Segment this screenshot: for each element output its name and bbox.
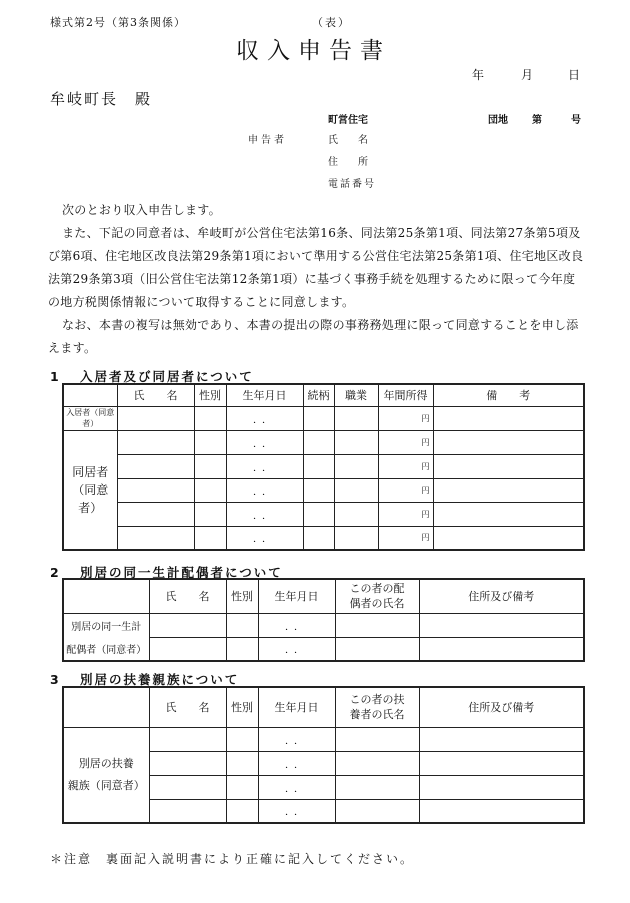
relation-cell[interactable] xyxy=(303,454,334,478)
row-label-spouse-a: 別居の同一生計 xyxy=(63,613,149,637)
address-remarks-cell[interactable] xyxy=(419,637,584,661)
name-cell[interactable] xyxy=(117,406,194,430)
birthdate-cell[interactable]: ．． xyxy=(226,526,303,550)
income-cell[interactable]: 円 xyxy=(378,406,433,430)
date-month-label: 月 xyxy=(521,68,534,82)
section2-title: 別居の同一生計配偶者について xyxy=(80,565,283,580)
col-header-name: 氏 名 xyxy=(149,579,226,613)
col-header-spouse-name-line2: 偶者の氏名 xyxy=(349,597,405,611)
birthdate-cell[interactable]: ．． xyxy=(226,406,303,430)
consent-paragraph: また、下記の同意者は、牟岐町が公営住宅法第16条、同法第25条第1項、同法第27条第5項及び第6項、住宅地区改良法第29条第1項において準用する公営住宅法第25条第1項、住宅地区改良法第29条第3項（旧公営住宅法第12条第1項）に基づく事務手続を処理するために限って今年度の地方税関係情報について取得することに同意します。 xyxy=(48,226,584,309)
row-label-resident: 入居者（同意者） xyxy=(63,406,117,430)
sex-cell[interactable] xyxy=(194,430,226,454)
income-cell[interactable]: 円 xyxy=(378,478,433,502)
section2-number: 2 xyxy=(50,565,61,580)
copy-notice-paragraph: なお、本書の複写は無効であり、本書の提出の際の事務務処理に限って同意することを申し添えます。 xyxy=(48,318,579,355)
table-row xyxy=(63,502,584,526)
birthdate-cell[interactable]: ．． xyxy=(258,799,335,823)
spouse-name-cell[interactable] xyxy=(335,613,419,637)
address-remarks-cell[interactable] xyxy=(419,799,584,823)
birthdate-cell[interactable]: ．． xyxy=(226,478,303,502)
relation-cell[interactable] xyxy=(303,430,334,454)
date-day-label: 日 xyxy=(568,68,581,82)
table-row xyxy=(63,406,584,430)
relation-cell[interactable] xyxy=(303,502,334,526)
table-corner-cell xyxy=(63,579,149,613)
table-header-row xyxy=(63,384,584,406)
remarks-cell[interactable] xyxy=(433,430,584,454)
address-remarks-cell[interactable] xyxy=(419,613,584,637)
applicant-phone-label: 電話番号 xyxy=(328,179,376,190)
cohabitant-label: 同居者 xyxy=(72,464,109,479)
col-header-occupation: 職業 xyxy=(334,384,378,406)
page-title: 収入申告書 xyxy=(236,38,391,64)
birthdate-cell[interactable]: ．． xyxy=(258,751,335,775)
col-header-name: 氏 名 xyxy=(117,384,194,406)
remarks-cell[interactable] xyxy=(433,526,584,550)
row-label-dependents xyxy=(63,727,149,823)
row-label-cohabitant xyxy=(63,430,117,550)
col-header-address-remarks: 住所及び備考 xyxy=(419,687,584,727)
dependents-table xyxy=(62,686,585,824)
occupation-cell[interactable] xyxy=(334,526,378,550)
col-header-remarks: 備 考 xyxy=(433,384,584,406)
income-cell[interactable]: 円 xyxy=(378,502,433,526)
applicant-name-label: 氏 名 xyxy=(328,135,368,146)
form-number: 様式第2号（第3条関係） xyxy=(50,16,186,29)
remarks-cell[interactable] xyxy=(433,454,584,478)
name-cell[interactable] xyxy=(117,430,194,454)
birthdate-cell[interactable]: ．． xyxy=(258,613,335,637)
section3-title: 別居の扶養親族について xyxy=(80,672,240,687)
sex-cell[interactable] xyxy=(226,751,258,775)
declaration-paragraph: 次のとおり収入申告します。 xyxy=(62,203,221,217)
row-label-spouse-b: 配偶者（同意者） xyxy=(63,637,149,661)
col-header-address-remarks: 住所及び備考 xyxy=(419,579,584,613)
name-cell[interactable] xyxy=(117,454,194,478)
birthdate-cell[interactable]: ．． xyxy=(258,727,335,751)
dai-label: 第 xyxy=(532,115,542,126)
col-header-spouse-name-line1: この者の配 xyxy=(349,582,405,596)
occupation-cell[interactable] xyxy=(334,406,378,430)
sex-cell[interactable] xyxy=(226,799,258,823)
birthdate-cell[interactable]: ．． xyxy=(258,775,335,799)
income-cell[interactable]: 円 xyxy=(378,430,433,454)
sex-cell[interactable] xyxy=(226,775,258,799)
address-remarks-cell[interactable] xyxy=(419,751,584,775)
dependents-label-line1: 別居の扶養 xyxy=(78,756,134,770)
section1-number: 1 xyxy=(50,369,61,384)
table-row xyxy=(63,430,584,454)
col-header-supporter-name-line1: この者の扶 xyxy=(349,693,405,707)
col-header-birthdate: 生年月日 xyxy=(226,384,303,406)
table-row xyxy=(63,637,584,661)
relation-cell[interactable] xyxy=(303,478,334,502)
supporter-name-cell[interactable] xyxy=(335,727,419,751)
addressee: 牟岐町長 殿 xyxy=(50,90,153,108)
remarks-cell[interactable] xyxy=(433,406,584,430)
table-row xyxy=(63,727,584,751)
sex-cell[interactable] xyxy=(194,526,226,550)
applicant-label: 申告者 xyxy=(248,135,287,146)
name-cell[interactable] xyxy=(149,799,226,823)
sex-cell[interactable] xyxy=(194,454,226,478)
occupation-cell[interactable] xyxy=(334,478,378,502)
birthdate-cell[interactable]: ．． xyxy=(226,430,303,454)
address-remarks-cell[interactable] xyxy=(419,727,584,751)
col-header-spouse-name xyxy=(335,579,419,613)
sex-cell[interactable] xyxy=(226,727,258,751)
section3-number: 3 xyxy=(50,672,61,687)
cohabitant-consent-label: （同意者） xyxy=(72,482,109,515)
danchi-label: 団地 xyxy=(488,115,508,126)
remarks-cell[interactable] xyxy=(433,502,584,526)
housing-label: 町営住宅 xyxy=(328,115,368,126)
col-header-sex: 性別 xyxy=(194,384,226,406)
supporter-name-cell[interactable] xyxy=(335,775,419,799)
sex-cell[interactable] xyxy=(226,613,258,637)
occupation-cell[interactable] xyxy=(334,430,378,454)
name-cell[interactable] xyxy=(149,727,226,751)
front-side-label: （表） xyxy=(312,16,351,29)
birthdate-cell[interactable]: ．． xyxy=(226,502,303,526)
occupation-cell[interactable] xyxy=(334,454,378,478)
occupation-cell[interactable] xyxy=(334,502,378,526)
table-corner-cell xyxy=(63,384,117,406)
income-cell[interactable]: 円 xyxy=(378,454,433,478)
name-cell[interactable] xyxy=(117,478,194,502)
table-header-row xyxy=(63,687,584,727)
date-year-label: 年 xyxy=(472,68,485,82)
sex-cell[interactable] xyxy=(194,406,226,430)
name-cell[interactable] xyxy=(117,526,194,550)
table-row xyxy=(63,478,584,502)
birthdate-cell[interactable]: ．． xyxy=(258,637,335,661)
relation-cell[interactable] xyxy=(303,526,334,550)
section1-title: 入居者及び同居者について xyxy=(80,369,254,384)
col-header-supporter-name xyxy=(335,687,419,727)
table-row xyxy=(63,454,584,478)
applicant-address-label: 住 所 xyxy=(328,157,368,168)
name-cell[interactable] xyxy=(117,502,194,526)
table-header-row xyxy=(63,579,584,613)
col-header-name: 氏 名 xyxy=(149,687,226,727)
col-header-birthdate: 生年月日 xyxy=(258,579,335,613)
name-cell[interactable] xyxy=(149,775,226,799)
sex-cell[interactable] xyxy=(194,502,226,526)
address-remarks-cell[interactable] xyxy=(419,775,584,799)
col-header-birthdate: 生年月日 xyxy=(258,687,335,727)
name-cell[interactable] xyxy=(149,751,226,775)
col-header-sex: 性別 xyxy=(226,687,258,727)
supporter-name-cell[interactable] xyxy=(335,799,419,823)
name-cell[interactable] xyxy=(149,637,226,661)
remarks-cell[interactable] xyxy=(433,478,584,502)
col-header-sex: 性別 xyxy=(226,579,258,613)
supporter-name-cell[interactable] xyxy=(335,751,419,775)
go-label: 号 xyxy=(571,115,581,126)
relation-cell[interactable] xyxy=(303,406,334,430)
col-header-supporter-name-line2: 養者の氏名 xyxy=(349,708,405,722)
table-corner-cell xyxy=(63,687,149,727)
income-cell[interactable]: 円 xyxy=(378,526,433,550)
residents-table xyxy=(62,383,585,551)
table-row xyxy=(63,526,584,550)
sex-cell[interactable] xyxy=(226,637,258,661)
birthdate-cell[interactable]: ．． xyxy=(226,454,303,478)
dependents-label-line2: 親族（同意者） xyxy=(67,778,145,792)
col-header-income: 年間所得 xyxy=(378,384,433,406)
sex-cell[interactable] xyxy=(194,478,226,502)
col-header-relation: 続柄 xyxy=(303,384,334,406)
table-row xyxy=(63,613,584,637)
spouse-name-cell[interactable] xyxy=(335,637,419,661)
spouse-table xyxy=(62,578,585,662)
footer-note: ＊注意 裏面記入説明書により正確に記入してください。 xyxy=(50,852,415,866)
name-cell[interactable] xyxy=(149,613,226,637)
